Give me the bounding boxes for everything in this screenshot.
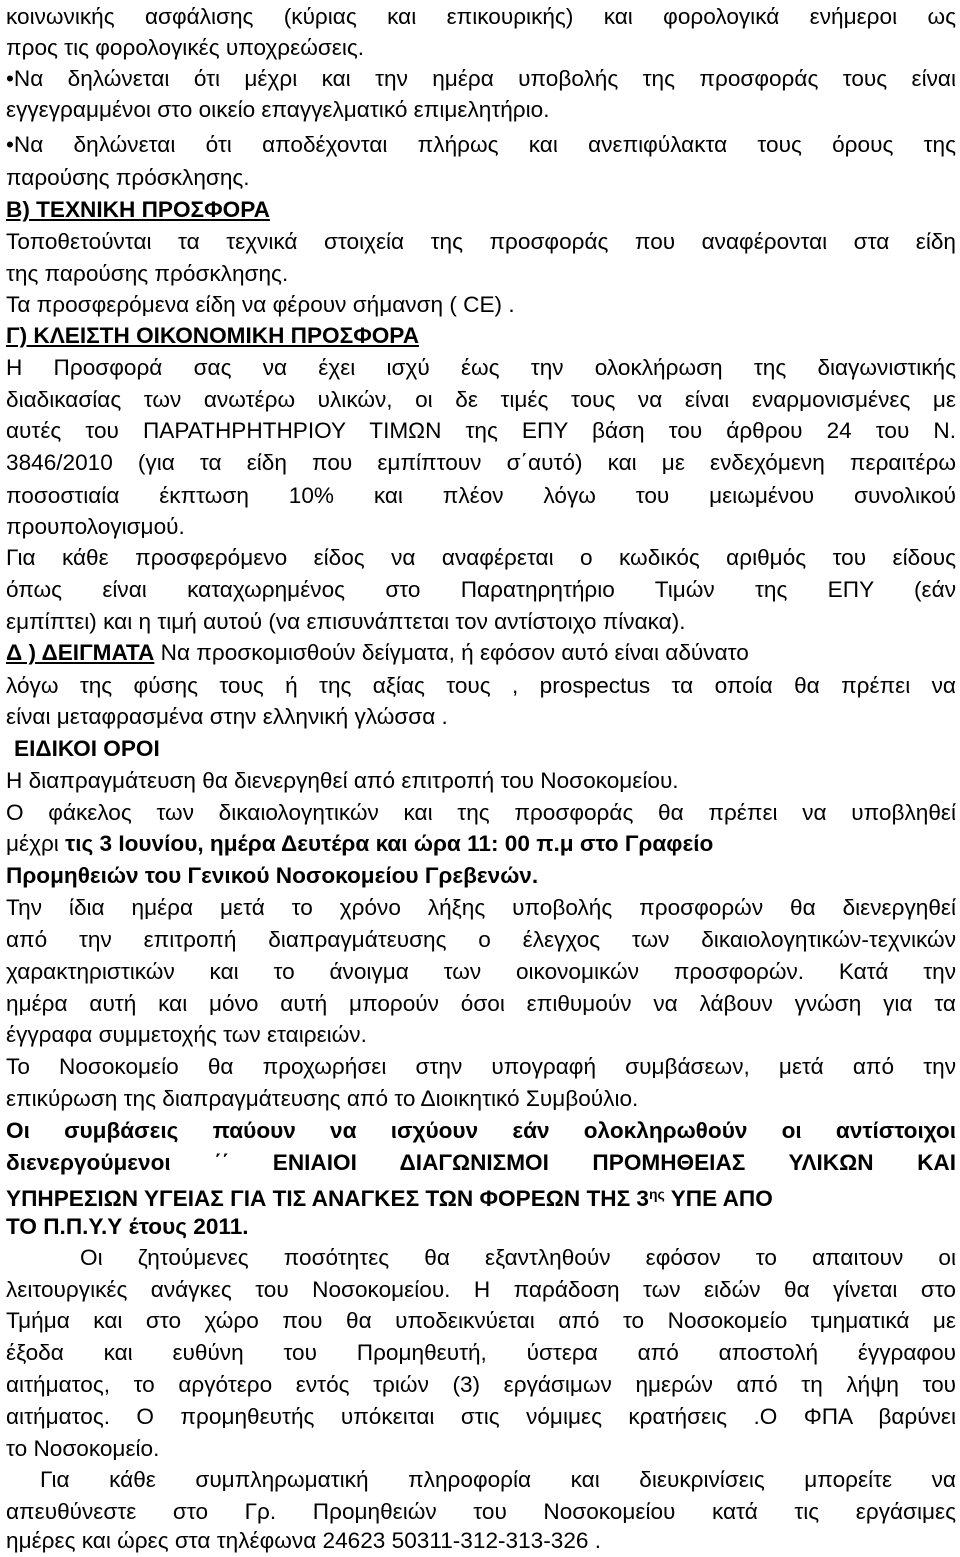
text-line: λειτουργικές ανάγκες του Νοσοκομείου. Η παράδοση των ειδών θα γίνεται στο <box>6 1277 956 1302</box>
text-line: λόγω της φύσης τους ή της αξίας τους , prospectus τα οποία θα πρέπει να <box>6 673 956 698</box>
text-line: ποσοστιαία έκπτωση 10% και πλέον λόγω του μειωμένου συνολικού <box>6 483 956 508</box>
section-heading: ΕΙΔΙΚΟΙ ΟΡΟΙ <box>14 736 160 761</box>
text-line: Η διαπραγμάτευση θα διενεργηθεί από επιτροπή του Νοσοκομείου. <box>6 768 679 793</box>
bold-line: Οι συμβάσεις παύουν να ισχύουν εάν ολοκληρωθούν οι αντίστοιχοι <box>6 1118 956 1143</box>
text-line: Τα προσφερόμενα είδη να φέρουν σήμανση ( CE) . <box>6 292 515 317</box>
text-line: Το Νοσοκομείο θα προχωρήσει στην υπογραφή συμβάσεων, μετά από την <box>6 1054 956 1079</box>
text-line: Για κάθε συμπληρωματική πληροφορία και διευκρινίσεις μπορείτε να <box>40 1467 956 1492</box>
text-line: Οι ζητούμενες ποσότητες θα εξαντληθούν εφόσον το απαιτουν οι <box>80 1245 956 1270</box>
section-heading: Β) ΤΕΧΝΙΚΗ ΠΡΟΣΦΟΡΑ <box>6 197 270 222</box>
text-line: της παρούσης πρόσκλησης. <box>6 261 289 286</box>
text-line: Για κάθε προσφερόμενο είδος να αναφέρεται ο κωδικός αριθμός του είδους <box>6 545 956 570</box>
bold-line: διενεργούμενοι ΄΄ ΕΝΙΑΙΟΙ ΔΙΑΓΩΝΙΣΜΟΙ ΠΡΟΜΗΘΕΙΑΣ ΥΛΙΚΩΝ ΚΑΙ <box>6 1150 956 1175</box>
text-line: διαδικασίας των ανωτέρω υλικών, οι δε τιμές τους να είναι εναρμονισμένες με <box>6 387 956 412</box>
deadline-line <box>6 827 956 860</box>
text-line: αυτές του ΠΑΡΑΤΗΡΗΤΗΡΙΟΥ ΤΙΜΩΝ της ΕΠΥ βάση του άρθρου 24 του Ν. <box>6 418 956 443</box>
bullet-line: •Να δηλώνεται ότι μέχρι και την ημέρα υποβολής της προσφοράς τους είναι <box>6 66 956 91</box>
text-line: ημέρα αυτή και μόνο αυτή μπορούν όσοι επιθυμούν να λάβουν γνώση για τα <box>6 991 956 1016</box>
text-line: Τμήμα και στο χώρο που θα υποδεικνύεται από το Νοσοκομείο τμηματικά με <box>6 1308 956 1333</box>
text-line: προς τις φορολογικές υποχρεώσεις. <box>6 35 365 60</box>
text-line: Ο φάκελος των δικαιολογητικών και της προσφοράς θα πρέπει να υποβληθεί <box>6 800 956 825</box>
section-heading: Γ) ΚΛΕΙΣΤΗ ΟΙΚΟΝΟΜΙΚΗ ΠΡΟΣΦΟΡΑ <box>6 323 420 348</box>
text-line: επικύρωση της διαπραγμάτευσης από το Διοικητικό Συμβούλιο. <box>6 1086 639 1111</box>
text-line: κοινωνικής ασφάλισης (κύριας και επικουρικής) και φορολογικά ενήμεροι ως <box>6 4 956 29</box>
text-line: παρούσης πρόσκλησης. <box>6 165 250 190</box>
text-line: χαρακτηριστικών και το άνοιγμα των οικονομικών προσφορών. Κατά την <box>6 959 956 984</box>
text-line: εμπίπτει) και η τιμή αυτού (να επισυνάπτεται τον αντίστοιχο πίνακα). <box>6 609 686 634</box>
text-line: όπως είναι καταχωρημένος στο Παρατηρητήριο Τιμών της ΕΠΥ (εάν <box>6 577 956 602</box>
bold-line: ΤΟ Π.Π.Υ.Υ έτους 2011. <box>6 1214 249 1239</box>
text-line: αιτήματος, το αργότερο εντός τριών (3) εργάσιμων ημερών από τη λήψη του <box>6 1372 956 1397</box>
bullet-line: •Να δηλώνεται ότι αποδέχονται πλήρως και ανεπιφύλακτα τους όρους της <box>6 132 956 157</box>
bold-text: ΥΠΕ ΑΠΟ <box>664 1186 773 1211</box>
section-heading: Δ ) ΔΕΙΓΜΑΤΑ <box>6 640 155 665</box>
bold-line <box>6 1178 956 1211</box>
text-line: αιτήματος. Ο προμηθευτής υπόκειται στις νόμιμες κρατήσεις .Ο ΦΠΑ βαρύνει <box>6 1404 956 1429</box>
deadline-text: τις 3 Ιουνίου, ημέρα Δευτέρα και ώρα 11: 00 π.μ στο Γραφείο <box>65 831 714 856</box>
text-line: Τοποθετούνται τα τεχνικά στοιχεία της προσφοράς που αναφέρονται στα είδη <box>6 229 956 254</box>
text-line: 3846/2010 (για τα είδη που εμπίπτουν σ΄αυτό) και με ενδεχόμενη περαιτέρω <box>6 450 956 475</box>
text-line: απευθύνεστε στο Γρ. Προμηθειών του Νοσοκομείου κατά τις εργάσιμες <box>6 1499 956 1524</box>
text-line: είναι μεταφρασμένα στην ελληνική γλώσσα . <box>6 704 448 729</box>
superscript: ης <box>649 1186 665 1202</box>
text-line: έγγραφα συμμετοχής των εταιρειών. <box>6 1022 367 1047</box>
text-line: προυπολογισμού. <box>6 514 185 539</box>
text-inline: μέχρι <box>6 831 66 856</box>
text-line: έξοδα και ευθύνη του Προμηθευτή, ύστερα από αποστολή έγγραφου <box>6 1340 956 1365</box>
deadline-text: Προμηθειών του Γενικού Νοσοκομείου Γρεβενών. <box>6 863 539 888</box>
text-line: το Νοσοκομείο. <box>6 1436 160 1461</box>
bold-text: ΥΠΗΡΕΣΙΩΝ ΥΓΕΙΑΣ ΓΙΑ ΤΙΣ ΑΝΑΓΚΕΣ ΤΩΝ ΦΟΡΕΩΝ ΤΗΣ 3 <box>6 1186 649 1211</box>
text-line: Την ίδια ημέρα μετά το χρόνο λήξης υποβολής προσφορών θα διενεργηθεί <box>6 895 956 920</box>
text-line: εγγεγραμμένοι στο οικείο επαγγελματικό επιμελητήριο. <box>6 97 550 122</box>
text-line: Η Προσφορά σας να έχει ισχύ έως την ολοκλήρωση της διαγωνιστικής <box>6 355 956 380</box>
text-inline: Να προσκομισθούν δείγματα, ή εφόσον αυτό είναι αδύνατο <box>154 640 749 665</box>
text-line: από την επιτροπή διαπραγμάτευσης ο έλεγχος των δικαιολογητικών-τεχνικών <box>6 927 956 952</box>
heading-line <box>6 636 956 669</box>
phone-line: ημέρες και ώρες στα τηλέφωνα 24623 50311-312-313-326 . <box>6 1528 602 1553</box>
